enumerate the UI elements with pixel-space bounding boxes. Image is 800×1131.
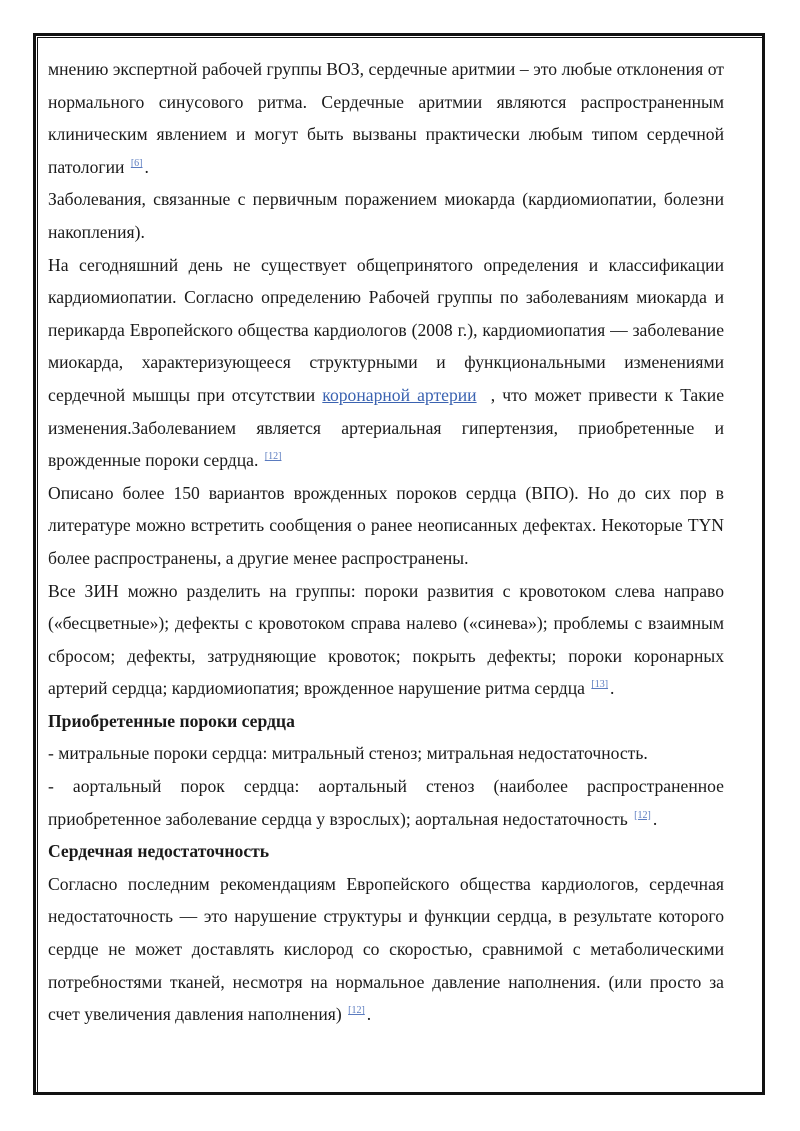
heading-acquired-defects: Приобретенные пороки сердца <box>48 710 295 731</box>
citation-link[interactable]: [13] <box>591 679 609 691</box>
paragraph-text: мнению экспертной рабочей группы ВОЗ, сердечные аритмии – это любые отклонения от нормального синусового ритма. Сердечные аритмии являются распространенным клиническим явлением и могут быть вызваны практически любым типом сердечной патологии <box>48 59 724 177</box>
paragraph-text: Все ЗИН можно разделить на группы: пороки развития с кровотоком слева направо («бесцветные»); дефекты с кровотоком справа налево («синева»); проблемы с взаимным сбросом; дефекты, затрудняющие кровоток; покрыть дефекты; пороки коронарных артерий сердца; кардиомиопатия; врожденное нарушение ритма сердца <box>48 580 724 699</box>
paragraph-text: Согласно последним рекомендациям Европейского общества кардиологов, сердечная недостаточность — это нарушение структуры и функции сердца, в результате которого сердце не может доставлять кислород со скоростью, сравнимой с метаболическими потребностями тканей, несмотря на нормальное давление наполнения. (или просто за счет увеличения давления наполнения) <box>48 873 724 1025</box>
document-body <box>48 53 724 1031</box>
list-item-aortic <box>48 770 724 835</box>
citation-link[interactable]: [12] <box>634 809 651 821</box>
coronary-artery-link[interactable]: коронарной артерии <box>322 384 477 405</box>
citation-link[interactable]: [6] <box>130 157 143 169</box>
paragraph-congenital-defects: Описано более 150 вариантов врожденных пороков сердца (ВПО). Но до сих пор в литературе можно встретить сообщения о ранее неописанных дефектах. Некоторые TYN более распространены, а другие менее распространены. <box>48 482 724 568</box>
paragraph-arrhythmia <box>48 53 724 183</box>
paragraph-text: На сегодняшний день не существует общепринятого определения и классификации кардиомиопатии. Согласно определению Рабочей группы по заболеваниям миокарда и перикарда Европейского общества кардиологов (2008 г.), кардиомиопатия — заболевание миокарда, характеризующееся структурными и функциональными изменениями сердечной мышцы при отсутствии <box>48 254 724 405</box>
paragraph-text: - аортальный порок сердца: аортальный стеноз (наиболее распространенное приобретенное заболевание сердца у взрослых); аортальная недостаточность <box>48 776 724 829</box>
paragraph-defect-groups <box>48 575 724 705</box>
paragraph-end: . <box>652 808 658 829</box>
heading-heart-failure: Сердечная недостаточность <box>48 841 270 862</box>
citation-link[interactable]: [12] <box>264 451 282 463</box>
paragraph-end: . <box>366 1004 372 1025</box>
list-item-mitral: - митральные пороки сердца: митральный стеноз; митральная недостаточность. <box>48 743 648 764</box>
citation-link[interactable]: [12] <box>348 1005 365 1017</box>
paragraph-cardiomyopathy <box>48 249 724 477</box>
paragraph-heart-failure <box>48 868 724 1031</box>
paragraph-myocardium: Заболевания, связанные с первичным поражением миокарда (кардиомиопатии, болезни накопления). <box>48 189 724 242</box>
paragraph-text-after: , что может привести к Такие изменения.Заболеванием является артериальная гипертензия, приобретенные и врожденные пороки сердца. <box>48 384 725 471</box>
paragraph-end: . <box>610 678 615 699</box>
paragraph-end: . <box>144 156 149 177</box>
